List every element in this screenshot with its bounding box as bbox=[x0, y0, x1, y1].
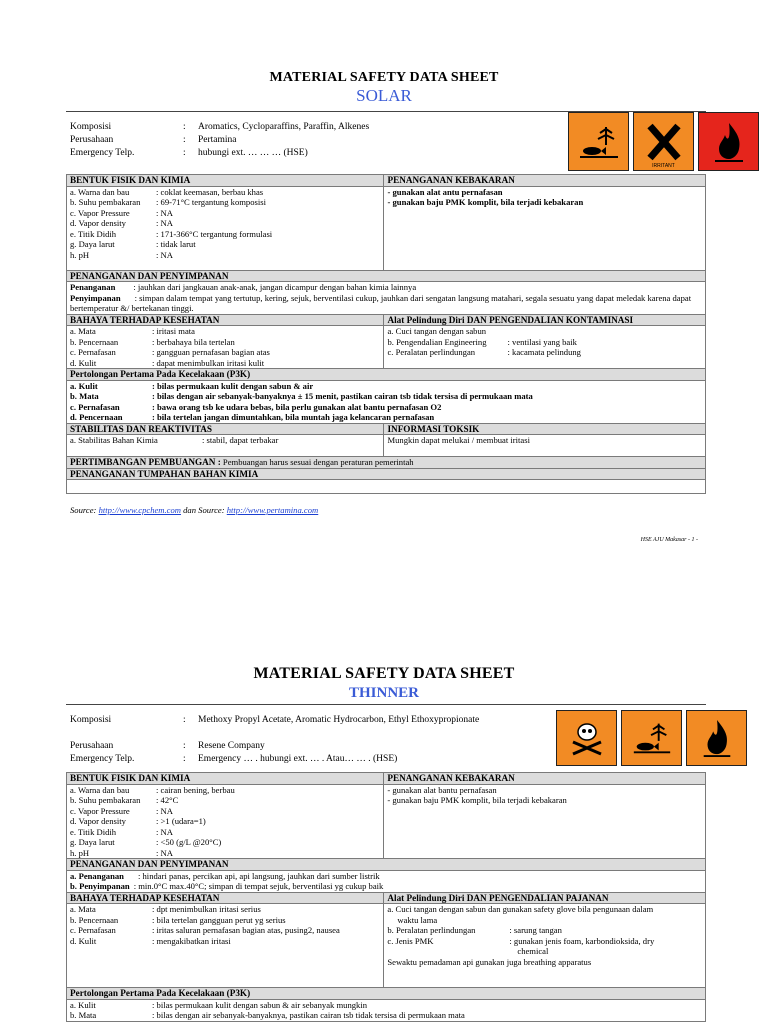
health-hazards: a. Mata : iritasi mata b. Pencernaan : berbahaya bila tertelan c. Pernafasan : gangguan pernafasan bagian atas d. Kulit : dapat menimbulkan iritasi kulit bbox=[67, 326, 384, 369]
ppe-controls: a. Cuci tangan dengan sabun dan gunakan safety glove bila pengunaan dalam waktu lama b. Peralatan perlindungan : sarung tangan c. Jenis PMK : gunakan jenis foam, karbondioksida, dry chemical Sewaktu pemadaman api gunakan juga breathing apparatus bbox=[384, 904, 706, 988]
skull-crossbones-icon bbox=[556, 710, 617, 766]
stability: a. Stabilitas Bahan Kimia : stabil, dapat terbakar bbox=[67, 435, 384, 457]
doc-title-thinner: MATERIAL SAFETY DATA SHEET bbox=[253, 665, 515, 682]
page-footer: HSE AJU Makasar - 1 - bbox=[640, 537, 698, 543]
dead-fish-environment-icon bbox=[621, 710, 682, 766]
flammable-flame-icon bbox=[698, 112, 759, 171]
physical-properties: a. Warna dan bau : coklat keemasan, berbau khas b. Suhu pembakaran : 69-71°C tergantung komposisi c. Vapor Pressure : NA d. Vapor density : NA e. Titik Didih : 171-366°C tergantung formulasi g. Daya larut : tidak larut h. pH : NA bbox=[67, 186, 384, 270]
disposal: PERTIMBANGAN PEMBUANGAN : Pembuangan harus sesuai dengan peraturan pemerintah bbox=[67, 457, 706, 469]
doc-title-solar: MATERIAL SAFETY DATA SHEET bbox=[269, 70, 499, 85]
toxic-info: Mungkin dapat melukai / membuat iritasi bbox=[384, 435, 706, 457]
fire-handling: - gunakan alat antu pernafasan - gunakan baju PMK komplit, bila terjadi kebakaran bbox=[384, 186, 706, 270]
section-header: PENANGANAN KEBAKARAN bbox=[384, 773, 706, 785]
section-header: PENANGANAN DAN PENYIMPANAN bbox=[67, 859, 706, 871]
section-header: INFORMASI TOKSIK bbox=[384, 423, 706, 435]
section-header: BAHAYA TERHADAP KESEHATAN bbox=[67, 314, 384, 326]
hazard-icons-solar bbox=[568, 112, 759, 171]
product-name-thinner: THINNER bbox=[348, 685, 419, 701]
spill-handling bbox=[67, 480, 706, 494]
section-header: Pertolongan Pertama Pada Kecelakaan (P3K) bbox=[67, 988, 706, 1000]
section-header: PENANGANAN TUMPAHAN BAHAN KIMIA bbox=[67, 468, 706, 480]
msds-table-thinner bbox=[66, 772, 706, 1022]
source-link-pertamina[interactable]: http://www.pertamina.com bbox=[226, 505, 319, 515]
ppe-controls: a. Cuci tangan dengan sabun b. Pengendalian Engineering : ventilasi yang baik c. Peralatan perlindungan : kacamata pelindung bbox=[384, 326, 706, 369]
source-link-cpchem[interactable]: http://www.cpchem.com bbox=[98, 505, 181, 515]
section-header: Pertolongan Pertama Pada Kecelakaan (P3K) bbox=[67, 369, 706, 381]
physical-properties: a. Warna dan bau : cairan bening, berbau b. Suhu pembakaran : 42°C c. Vapor Pressure : NA d. Vapor density : >1 (udara=1) e. Titik Didih : NA g. Daya larut : <50 (g/L @20°C) h. pH : NA bbox=[67, 784, 384, 859]
section-header: Alat Pelindung Diri DAN PENGENDALIAN KONTAMINASI bbox=[384, 314, 706, 326]
dead-fish-environment-icon bbox=[568, 112, 629, 171]
fire-handling: - gunakan alat bantu pernafasan - gunakan baju PMK komplit, bila terjadi kebakaran bbox=[384, 784, 706, 859]
section-header: STABILITAS DAN REAKTIVITAS bbox=[67, 423, 384, 435]
first-aid: a. Kulit : bilas permukaan kulit dengan sabun & air sebanyak mungkin b. Mata : bilas dengan air sebanyak-banyaknya, pastikan cairan tsb tidak tersisa di permukaan mata bbox=[67, 999, 706, 1021]
irritant-x-icon: IRRITANT bbox=[633, 112, 694, 171]
product-name-solar: SOLAR bbox=[356, 86, 412, 105]
section-header: Alat Pelindung Diri DAN PENGENDALIAN PAJANAN bbox=[384, 892, 706, 904]
first-aid: a. Kulit : bilas permukaan kulit dengan sabun & air b. Mata : bilas dengan air sebanyak-banyaknya ± 15 menit, pastikan cairan tsb tidak tersisa di permukaan mata c. Pernafasan : bawa orang tsb ke udara bebas, bila perlu gunakan alat bantu pernafasan O2 d. Pencernaan : bila tertelan jangan dimuntahkan, bila muntah jaga kelancaran pernafasan bbox=[67, 380, 706, 423]
section-header: BENTUK FISIK DAN KIMIA bbox=[67, 773, 384, 785]
health-hazards: a. Mata : dpt menimbulkan iritasi serius b. Pencernaan : bila tertelan gangguan perut yg serius c. Pernafasan : iritas saluran pernafasan bagian atas, pusing2, nausea d. Kulit : mengakibatkan iritasi bbox=[67, 904, 384, 988]
source-line: Source: http://www.cpchem.com dan Source: http://www.pertamina.com bbox=[70, 505, 319, 515]
header-rule bbox=[66, 704, 706, 705]
handling-storage: a. Penanganan : hindari panas, percikan api, api langsung, jauhkan dari sumber listrik b. Penyimpanan : min.0°C max.40°C; simpan di tempat sejuk, berventilasi yg cukup baik bbox=[67, 870, 706, 892]
section-header: PENANGANAN DAN PENYIMPANAN bbox=[67, 270, 706, 282]
section-header: BAHAYA TERHADAP KESEHATAN bbox=[67, 892, 384, 904]
handling-storage: Penanganan : jauhkan dari jangkauan anak-anak, jangan dicampur dengan bahan kimia lainnya Penyimpanan : simpan dalam tempat yang tertutup, kering, sejuk, berventilasi cukup, jauhkan dari sengatan langsung matahari, segala sesuatu yang dapat meledak karena dapat bertemperatur &/ bertekanan tinggi. bbox=[67, 282, 706, 315]
section-header: BENTUK FISIK DAN KIMIA bbox=[67, 175, 384, 187]
hazard-icons-thinner bbox=[556, 710, 747, 766]
flammable-flame-icon bbox=[686, 710, 747, 766]
msds-table-solar bbox=[66, 174, 706, 494]
section-header: PENANGANAN KEBAKARAN bbox=[384, 175, 706, 187]
